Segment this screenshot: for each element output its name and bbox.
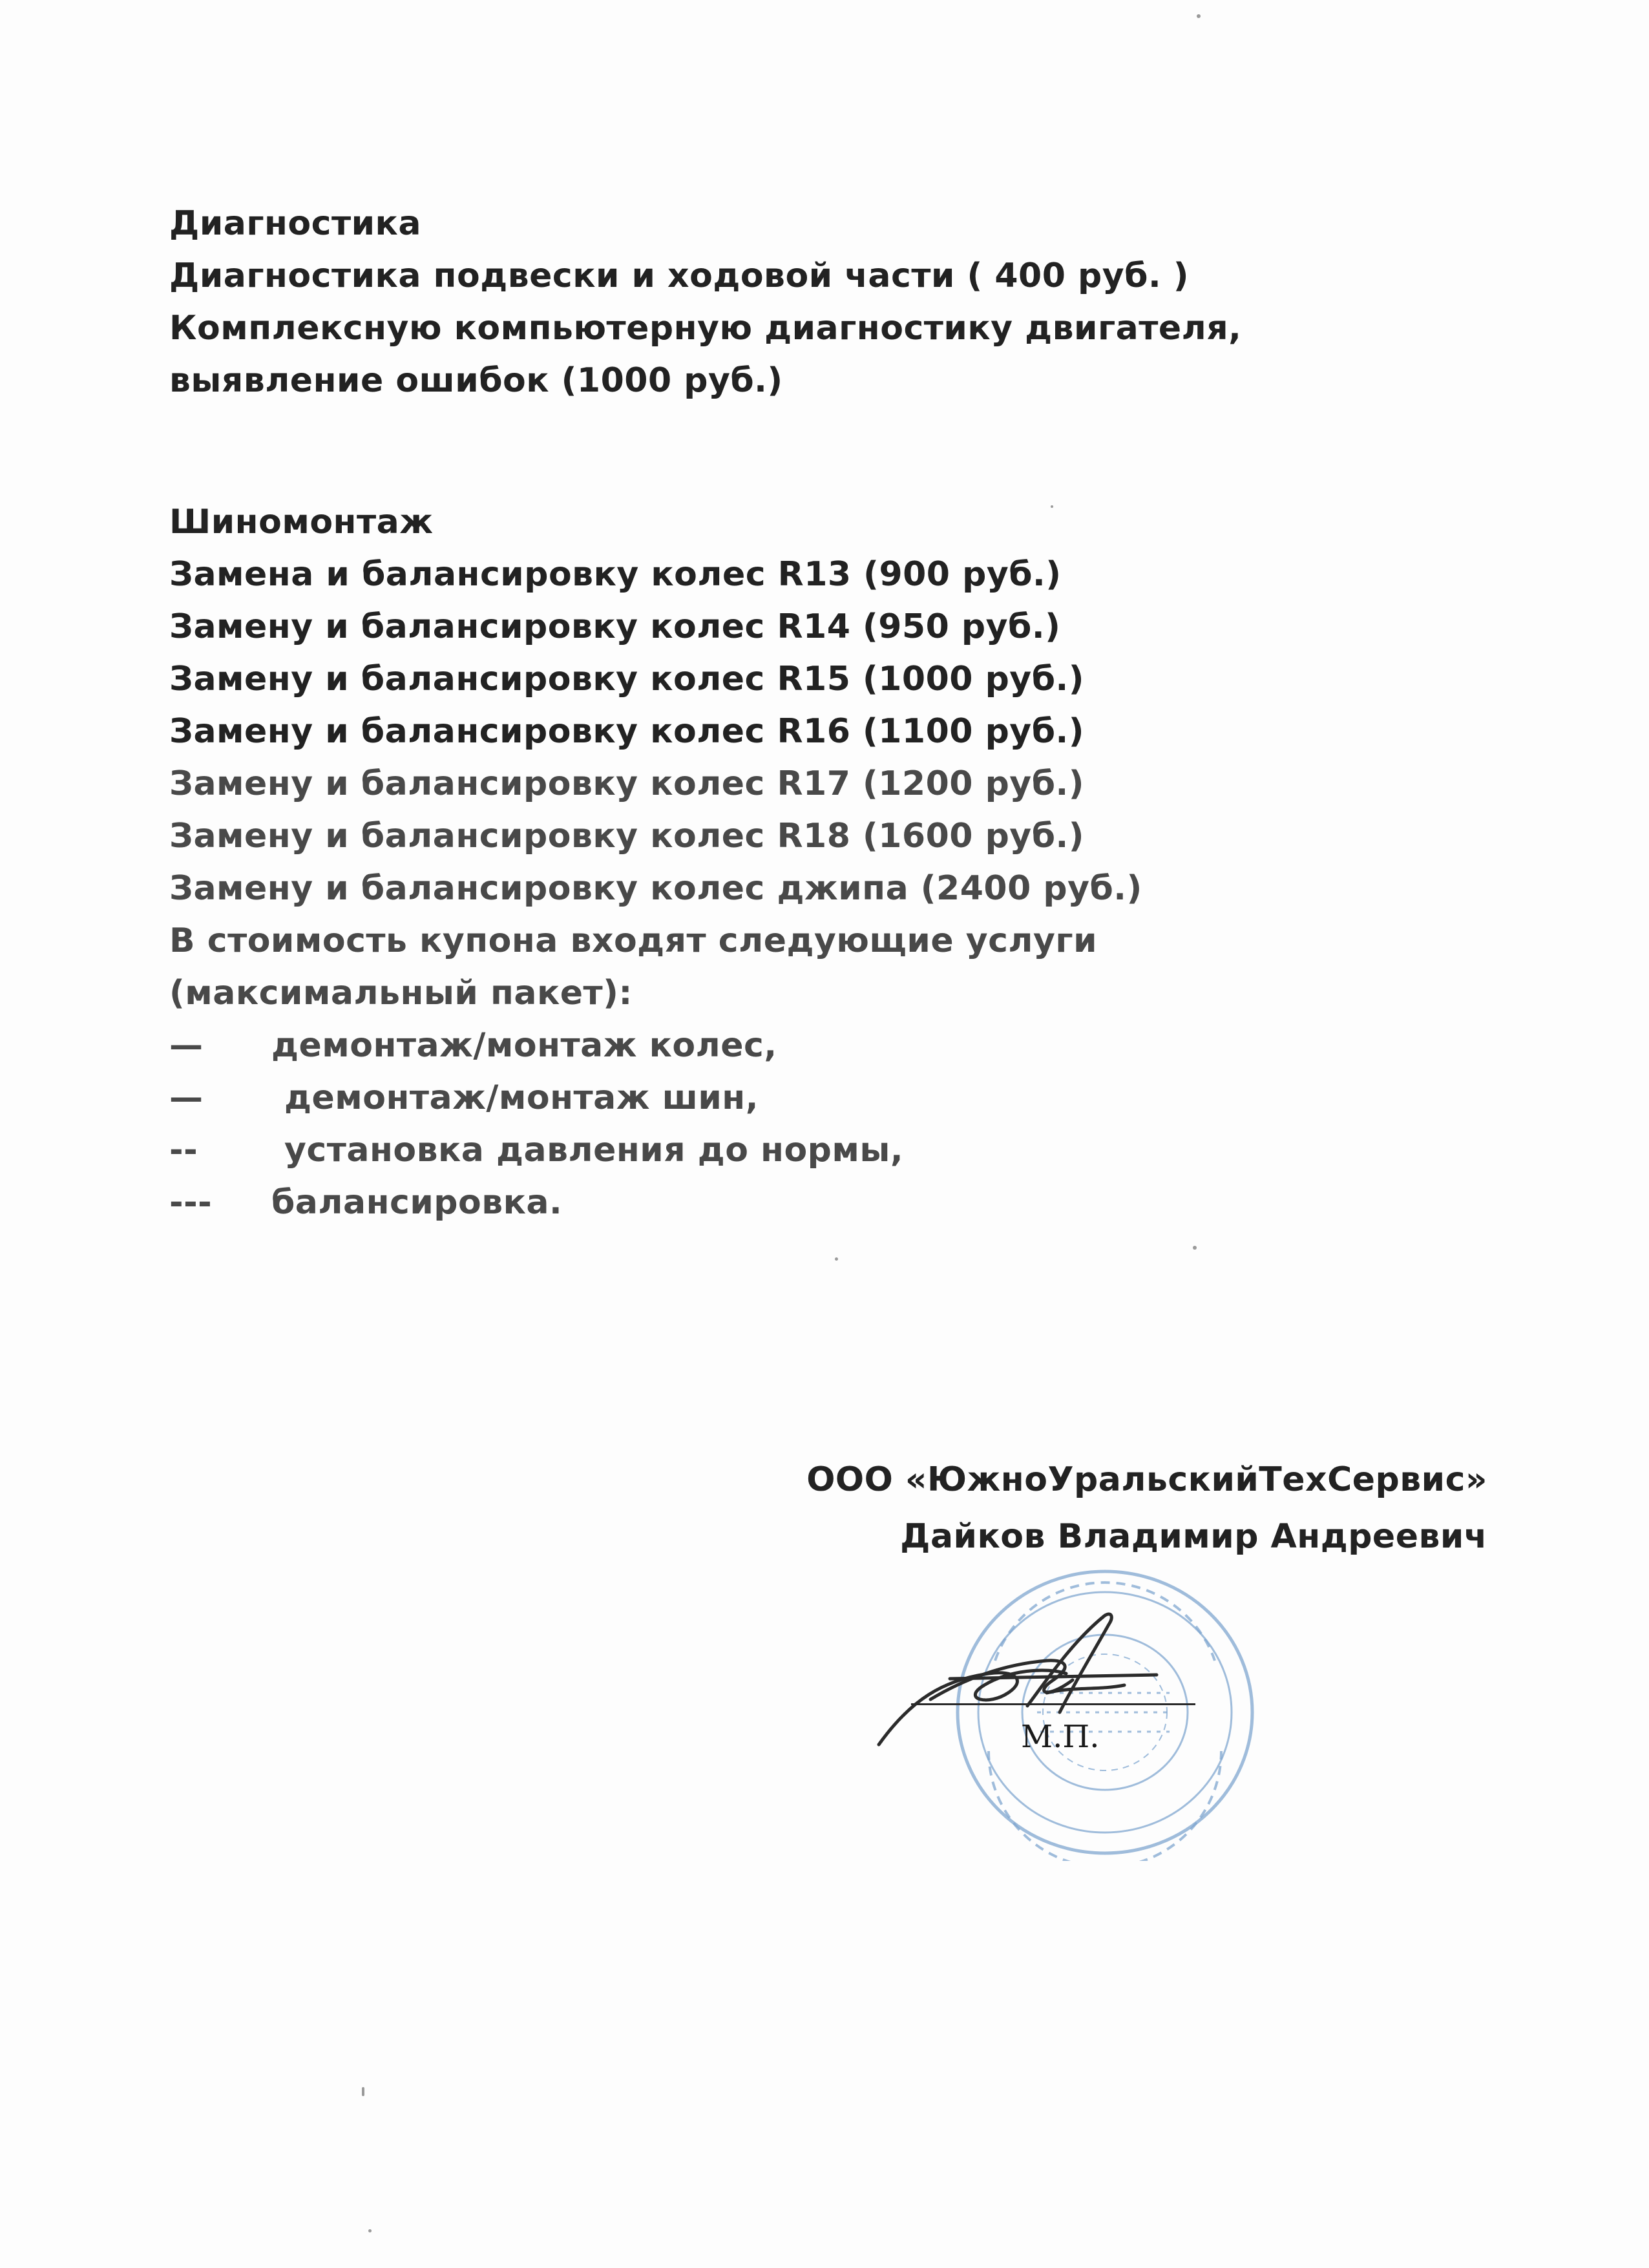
- list-item: [169, 1020, 1142, 1072]
- list-dash: ---: [169, 1183, 213, 1222]
- scan-speck: [835, 1257, 838, 1261]
- list-item: [169, 1072, 1142, 1124]
- coupon-includes-line: В стоимость купона входят следующие услуги: [169, 921, 1098, 960]
- list-dash: --: [169, 1131, 198, 1170]
- tire-line-r14: Замену и балансировку колес R14 (950 руб.): [169, 607, 1061, 646]
- diagnostics-line-engine: Комплексную компьютерную диагностику двигателя,: [169, 309, 1242, 348]
- scan-speck: [1193, 1246, 1197, 1250]
- signatory-name: Дайков Владимир Андреевич: [900, 1517, 1487, 1556]
- tire-service-section: [169, 496, 1142, 1229]
- seal-place-label: М.П.: [1021, 1719, 1100, 1755]
- tire-service-title: Шиномонтаж: [169, 503, 434, 541]
- scan-speck: [1197, 14, 1201, 18]
- list-item-text: установка давления до нормы,: [284, 1131, 904, 1170]
- diagnostics-title: Диагностика: [169, 204, 421, 243]
- diagnostics-line-errors: выявление ошибок (1000 руб.): [169, 361, 783, 400]
- scan-speck: [362, 2087, 364, 2096]
- company-name: ООО «ЮжноУральскийТехСервис»: [806, 1460, 1487, 1499]
- max-package-line: (максимальный пакет):: [169, 974, 633, 1013]
- tire-line-r18: Замену и балансировку колес R18 (1600 руб.): [169, 817, 1085, 856]
- list-item-text: балансировка.: [271, 1183, 563, 1222]
- scan-speck: [368, 2229, 372, 2232]
- tire-line-jeep: Замену и балансировку колес джипа (2400 руб.): [169, 869, 1142, 908]
- list-item: [169, 1177, 1142, 1229]
- signature-line: [911, 1703, 1195, 1705]
- diagnostics-line-suspension: Диагностика подвески и ходовой части ( 400 руб. ): [169, 257, 1190, 295]
- tire-line-r15: Замену и балансировку колес R15 (1000 руб.): [169, 660, 1085, 698]
- tire-line-r16: Замену и балансировку колес R16 (1100 руб.): [169, 712, 1085, 751]
- diagnostics-section: [169, 198, 1241, 407]
- signature-area: [853, 1564, 1266, 1900]
- list-item: [169, 1124, 1142, 1177]
- signatory-block: [806, 1451, 1487, 1565]
- list-item-text: демонтаж/монтаж шин,: [284, 1078, 759, 1117]
- tire-line-r17: Замену и балансировку колес R17 (1200 руб.): [169, 764, 1085, 803]
- list-item-text: демонтаж/монтаж колес,: [271, 1026, 777, 1065]
- tire-line-r13: Замена и балансировку колес R13 (900 руб.): [169, 555, 1062, 594]
- list-dash: —: [169, 1078, 204, 1117]
- scan-speck: [1051, 505, 1053, 508]
- list-dash: —: [169, 1026, 204, 1065]
